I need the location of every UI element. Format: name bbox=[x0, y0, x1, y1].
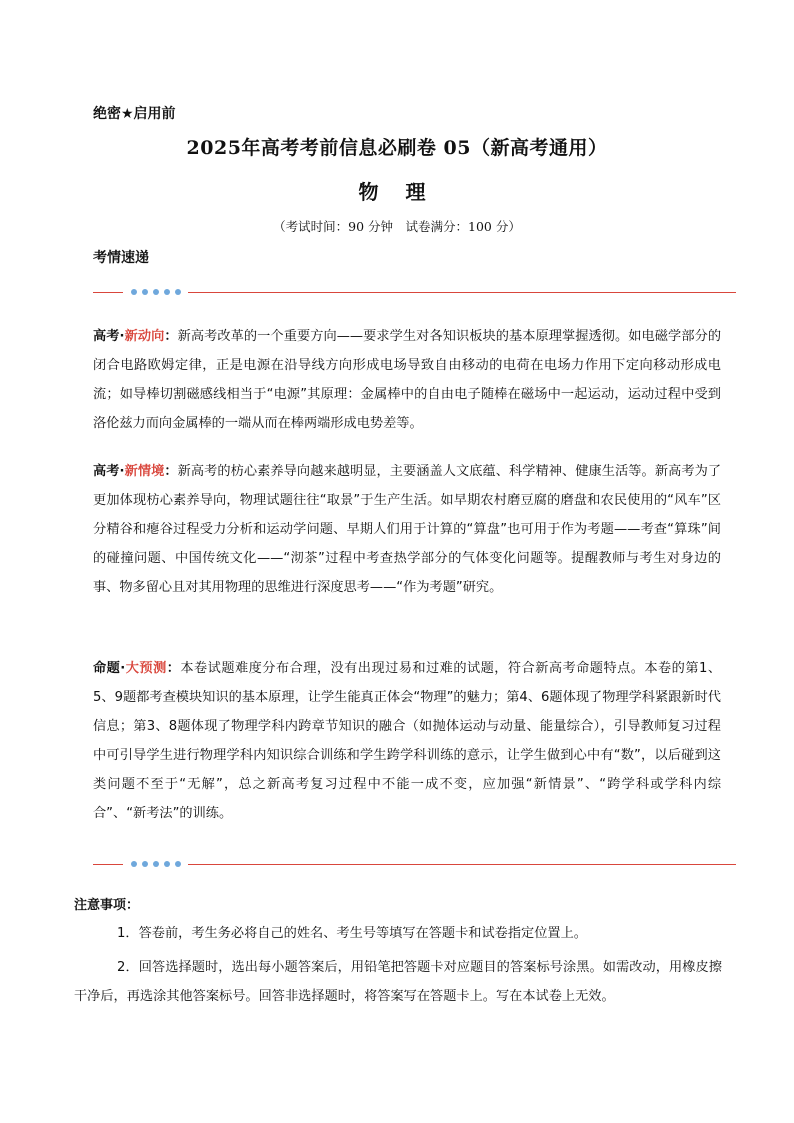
divider-dot bbox=[131, 289, 137, 295]
divider-dot bbox=[131, 861, 137, 867]
paragraph-text: 新高考改革的一个重要方向——要求学生对各知识板块的基本原理掌握透彻。如电磁学部分的闭合电路欧姆定律，正是电源在沿导线方向形成电场导致自由移动的电荷在电场力作用下定向移动形成电流；如导棒切割磁感线相当于“电源”其原理：金属棒中的自由电子随棒在磁场中一起运动，运动过程中受到洛伦兹力而向金属棒的一端从而在棒两端形成电势差等。 bbox=[93, 329, 722, 431]
divider-dot bbox=[175, 861, 181, 867]
divider-line-left bbox=[93, 864, 123, 865]
subject-title: 物 理 bbox=[358, 180, 436, 204]
paragraph-tag-prefix: 高考· bbox=[93, 329, 125, 344]
divider-line-right bbox=[188, 292, 736, 293]
bottom-divider bbox=[93, 861, 736, 869]
paragraph-tag-colon: ： bbox=[166, 661, 181, 676]
divider-dot bbox=[175, 289, 181, 295]
divider-line-left bbox=[93, 292, 123, 293]
divider-dot bbox=[164, 289, 170, 295]
divider-dot bbox=[153, 289, 159, 295]
notice-item: 2．回答选择题时，选出每小题答案后，用铅笔把答题卡对应题目的答案标号涂黑。如需改动，用橡皮擦干净后，再选涂其他答案标号。回答非选择题时，将答案写在答题卡上。写在本试卷上无效。 bbox=[74, 960, 722, 1004]
paragraph-tag-prefix: 高考· bbox=[93, 464, 125, 479]
confidential-label: 绝密★启用前 bbox=[93, 106, 176, 122]
section-heading: 考情速递 bbox=[93, 250, 149, 266]
exam-info: （考试时间：90 分钟 试卷满分：100 分） bbox=[273, 219, 521, 234]
paragraph-text: 本卷试题难度分布合理，没有出现过易和过难的试题，符合新高考命题特点。本卷的第1、5、9题都考查模块知识的基本原理，让学生能真正体会“物理”的魅力；第4、6题体现了物理学科紧跟新时代信息；第3、8题体现了物理学科内跨章节知识的融合（如抛体运动与动量、能量综合），引导教师复习过程中可引导学生进行物理学科内知识综合训练和学生跨学科训练的意示，让学生做到心中有“数”，以后碰到这类问题不至于“无解”，总之新高考复习过程中不能一成不变，应加强“新情景”、“跨学科或学科内综合”、“新考法”的训练。 bbox=[93, 661, 722, 821]
paragraph-tag-colon: ： bbox=[164, 329, 178, 344]
divider-dot bbox=[164, 861, 170, 867]
divider-dot bbox=[142, 289, 148, 295]
top-divider bbox=[93, 289, 736, 297]
exam-title: 2025年高考考前信息必刷卷 05（新高考通用） bbox=[186, 137, 608, 159]
paragraph-tag-keyword: 大预测 bbox=[125, 661, 167, 676]
notice-heading: 注意事项： bbox=[74, 898, 140, 913]
paragraph-tag-keyword: 新情境 bbox=[124, 464, 165, 479]
paragraph-tag-prefix: 命题· bbox=[93, 661, 126, 676]
paragraph-text: 新高考的枋心素养导向越来越明显，主要涵盖人文底蕴、科学精神、健康生活等。新高考为了更加体现枋心素养导向，物理试题往往“取景”于生产生活。如早期农村磨豆腐的磨盘和农民使用的“风车”区分精谷和瘪谷过程受力分析和运动学问题、早期人们用于计算的“算盘”也可用于作为考题——考查“算珠”间的碰撞问题、中国传统文化——“沏茶”过程中考查热学部分的气体变化问题等。提醒教师与考生对身边的事、物多留心且对其用物理的思维进行深度思考——“作为考题”研究。 bbox=[93, 464, 722, 595]
paragraph-new-context bbox=[93, 457, 721, 602]
paragraph-new-trend bbox=[93, 322, 721, 438]
divider-line-right bbox=[188, 864, 736, 865]
divider-dot bbox=[153, 861, 159, 867]
notice-item: 1．答卷前，考生务必将自己的姓名、考生号等填写在答题卡和试卷指定位置上。 bbox=[117, 926, 587, 941]
paragraph-prediction bbox=[93, 654, 721, 828]
divider-dot bbox=[142, 861, 148, 867]
paragraph-tag-colon: ： bbox=[164, 464, 178, 479]
paragraph-tag-keyword: 新动向 bbox=[124, 329, 165, 344]
